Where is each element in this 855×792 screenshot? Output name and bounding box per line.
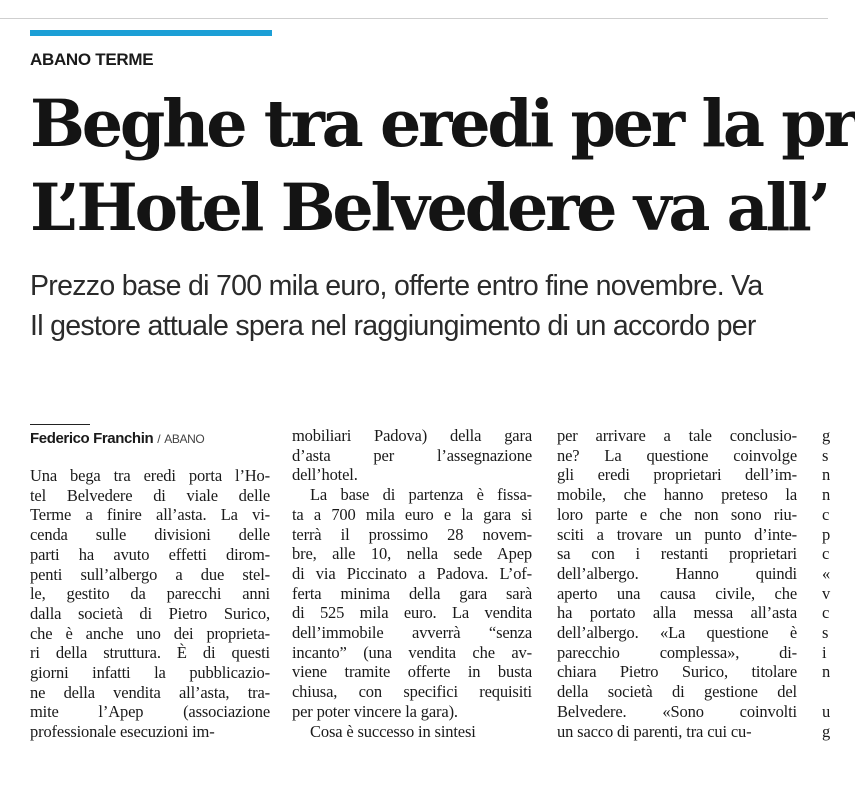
text-line: viene tramite offerte in busta: [292, 662, 532, 682]
text-line: n: [822, 465, 831, 485]
text-line: p: [822, 524, 831, 544]
subheadline: [30, 266, 763, 346]
headline: [30, 82, 855, 250]
byline-separator: /: [157, 432, 161, 446]
text-line: parecchio complessa», di-: [557, 642, 797, 662]
text-line: «: [822, 563, 831, 583]
text-line: bre, alle 10, nella sede Apep: [292, 544, 532, 564]
text-line: Belvedere. «Sono coinvolti: [557, 701, 797, 721]
text-line: di via Piccinato a Padova. L’of-: [292, 563, 532, 583]
text-line: sciti a trovare un punto d’inte-: [557, 524, 797, 544]
text-line: c: [822, 603, 830, 623]
text-line: penti sull’albergo a due stel-: [30, 564, 270, 584]
text-line: c: [822, 504, 830, 524]
section-kicker: ABANO TERME: [30, 50, 154, 69]
text-line: ferta minima della gara sarà: [292, 583, 532, 603]
byline-author: Federico Franchin: [30, 430, 154, 447]
text-line: ha portato alla messa all’asta: [557, 603, 797, 623]
text-line: parti ha avuto effetti dirom-: [30, 544, 270, 564]
text-line: [822, 682, 842, 702]
text-line: incanto” (una vendita che av-: [292, 642, 532, 662]
text-line: dalla società di Pietro Surico,: [30, 603, 270, 623]
text-line: La base di partenza è fissa-: [310, 485, 532, 505]
text-line: che è anche uno dei proprieta-: [30, 623, 270, 643]
text-line: Terme a finire all’asta. La vi-: [30, 505, 270, 525]
text-line: di 525 mila euro. La vendita: [292, 603, 532, 623]
text-line: chiusa, con specifici requisiti: [292, 682, 532, 702]
text-line: un sacco di parenti, tra cui cu-: [557, 721, 752, 741]
text-line: dell’albergo. «La questione è: [557, 623, 797, 643]
text-line: ne? La questione coinvolge: [557, 445, 797, 465]
top-rule: [0, 18, 828, 19]
text-line: cenda sulle divisioni delle: [30, 525, 270, 545]
text-line: dell’hotel.: [292, 465, 358, 485]
text-line: terrà il prossimo 28 novem-: [292, 524, 532, 544]
text-line: n: [822, 662, 831, 682]
text-line: s: [822, 623, 829, 643]
text-line: chiara Pietro Surico, titolare: [557, 662, 797, 682]
text-line: d’asta per l’assegnazione: [292, 445, 532, 465]
byline-place: ABANO: [164, 432, 205, 446]
text-line: ta a 700 mila euro e la gara si: [292, 504, 532, 524]
text-line: mobiliari Padova) della gara: [292, 426, 532, 445]
text-line: c: [822, 544, 830, 564]
text-line: v: [822, 583, 831, 603]
text-line: ne della vendita all’asta, tra-: [30, 682, 270, 702]
text-line: per arrivare a tale conclusio-: [557, 426, 797, 445]
text-line: loro parte e che non sono riu-: [557, 504, 797, 524]
article-column-1: [30, 466, 270, 742]
article-column-4-partial: [822, 426, 842, 741]
text-line: gli eredi proprietari dell’im-: [557, 465, 797, 485]
text-line: ri della struttura. È di questi: [30, 643, 270, 663]
text-line: della società di gestione del: [557, 682, 797, 702]
text-line: g: [822, 721, 831, 741]
text-line: sa con i restanti proprietari: [557, 544, 797, 564]
text-line: n: [822, 485, 831, 505]
text-line: u: [822, 701, 831, 721]
section-accent-bar: [30, 30, 272, 36]
text-line: aperto una causa civile, che: [557, 583, 797, 603]
text-line: dell’immobile avverrà “senza: [292, 623, 532, 643]
subheadline-line-1: Prezzo base di 700 mila euro, offerte entro fine novembre. Va: [30, 270, 763, 302]
text-line: Cosa è successo in sintesi: [310, 721, 476, 741]
article-column-3: [557, 426, 797, 741]
text-line: Una bega tra eredi porta l’Ho-: [30, 466, 270, 485]
text-line: tel Belvedere di viale delle: [30, 485, 270, 505]
text-line: mite l’Apep (associazione: [30, 702, 270, 722]
article-column-2: [292, 426, 532, 741]
subheadline-line-2: Il gestore attuale spera nel raggiungimento di un accordo per: [30, 310, 756, 342]
headline-line-2: L’Hotel Belvedere va all’: [30, 170, 829, 246]
headline-line-1: Beghe tra eredi per la pr: [30, 86, 855, 162]
text-line: le, gestito da parecchi anni: [30, 584, 270, 604]
text-line: mobile, che hanno preteso la: [557, 485, 797, 505]
text-line: per poter vincere la gara).: [292, 701, 458, 721]
byline: [30, 430, 204, 448]
text-line: i: [822, 642, 827, 662]
text-line: g: [822, 426, 831, 445]
text-line: professionale esecuzioni im-: [30, 722, 215, 742]
byline-rule: [30, 424, 90, 425]
text-line: giorni infatti la pubblicazio-: [30, 663, 270, 683]
text-line: s: [822, 445, 829, 465]
text-line: dell’albergo. Hanno quindi: [557, 563, 797, 583]
